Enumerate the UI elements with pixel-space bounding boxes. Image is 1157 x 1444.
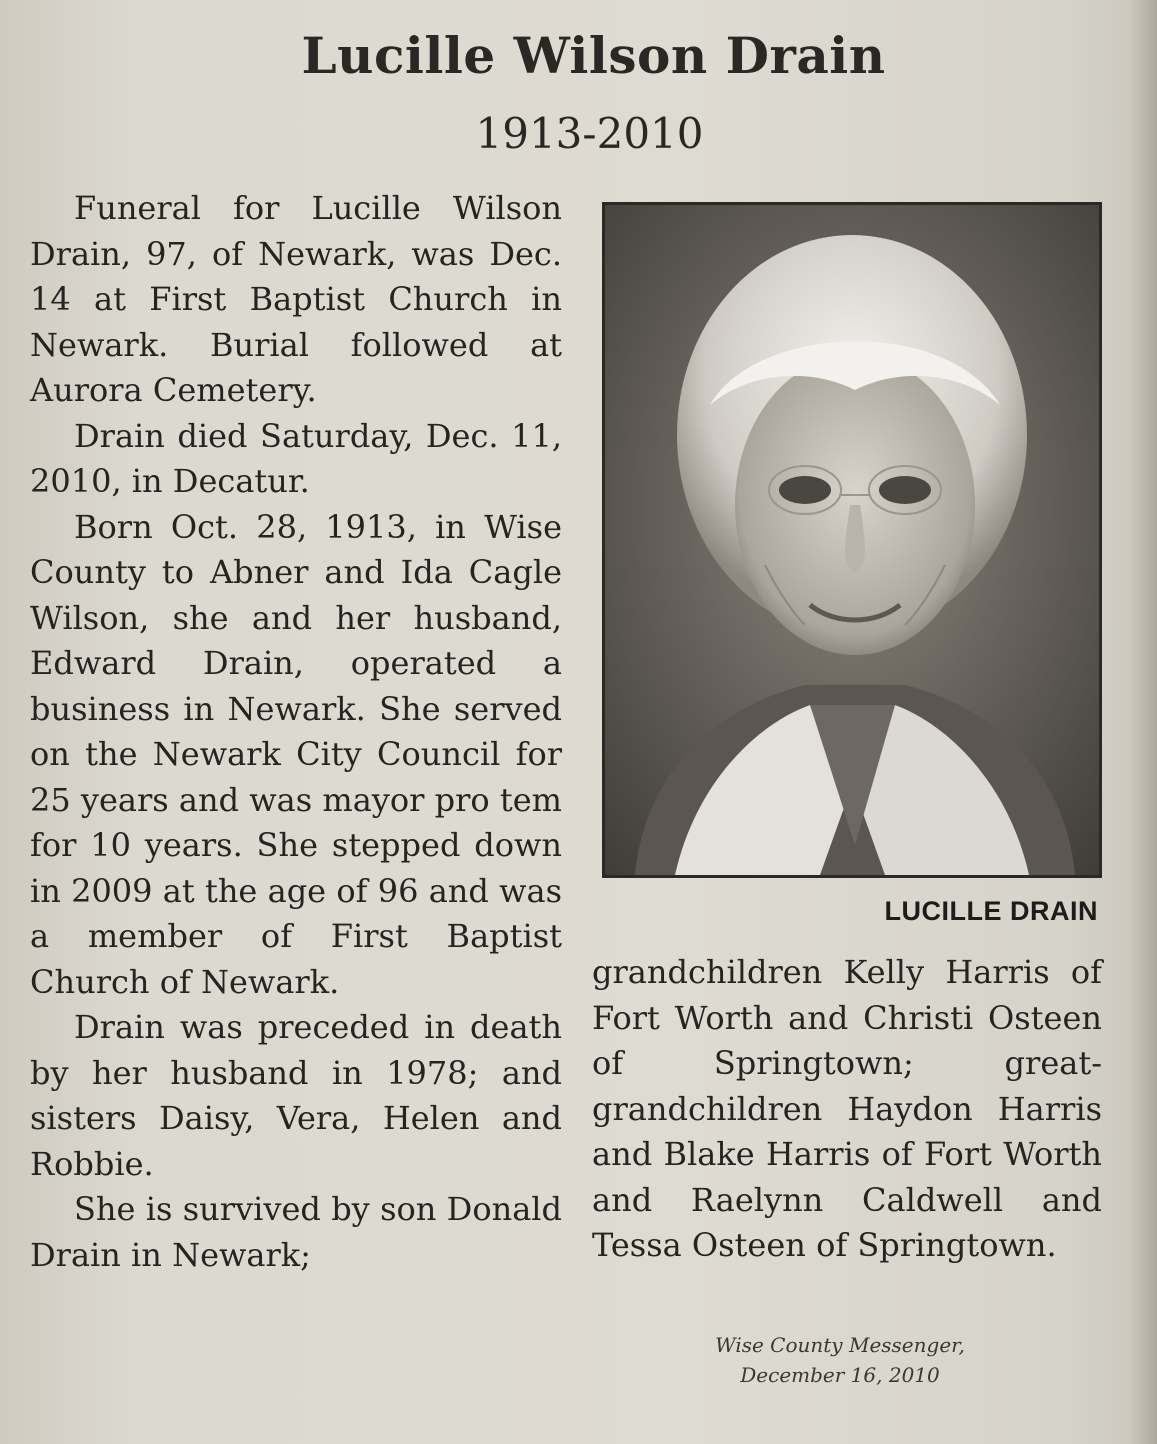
source-date: December 16, 2010 xyxy=(740,1363,940,1387)
left-column xyxy=(30,186,562,1278)
photo-caption: LUCILLE DRAIN xyxy=(884,896,1098,926)
obituary-years: 1913-2010 xyxy=(475,109,704,158)
page-edge-shadow xyxy=(1129,0,1157,1444)
source-credit xyxy=(640,1330,1040,1390)
obituary-title: Lucille Wilson Drain xyxy=(301,26,886,85)
paragraph-grandchildren: grandchildren Kelly Harris of Fort Worth and Christi Osteen of Springtown; great-grandchildren Haydon Harris and Blake Harris of Fort Worth and Raelynn Caldwell and Tessa Osteen of Springtown. xyxy=(592,953,1102,1264)
paragraph-death: Drain died Saturday, Dec. 11, 2010, in Decatur. xyxy=(30,416,562,500)
paragraph-preceded: Drain was preceded in death by her husband in 1978; and sisters Daisy, Vera, Helen and Robbie. xyxy=(30,1008,562,1183)
portrait-photo xyxy=(602,202,1102,878)
paragraph-biography: Born Oct. 28, 1913, in Wise County to Abner and Ida Cagle Wilson, she and her husband, Edward Drain, operated a business in Newark. She served on the Newark City Council for 25 years and was mayor pro tem for 10 years. She stepped down in 2009 at the age of 96 and was a member of First Baptist Church of Newark. xyxy=(30,507,562,1001)
paragraph-survivors: She is survived by son Donald Drain in Newark; xyxy=(30,1190,562,1274)
right-column xyxy=(592,950,1102,1269)
paragraph-funeral: Funeral for Lucille Wilson Drain, 97, of Newark, was Dec. 14 at First Baptist Church in Newark. Burial followed at Aurora Cemetery. xyxy=(30,189,562,409)
portrait-image xyxy=(605,205,1099,875)
source-publication: Wise County Messenger, xyxy=(715,1333,965,1357)
